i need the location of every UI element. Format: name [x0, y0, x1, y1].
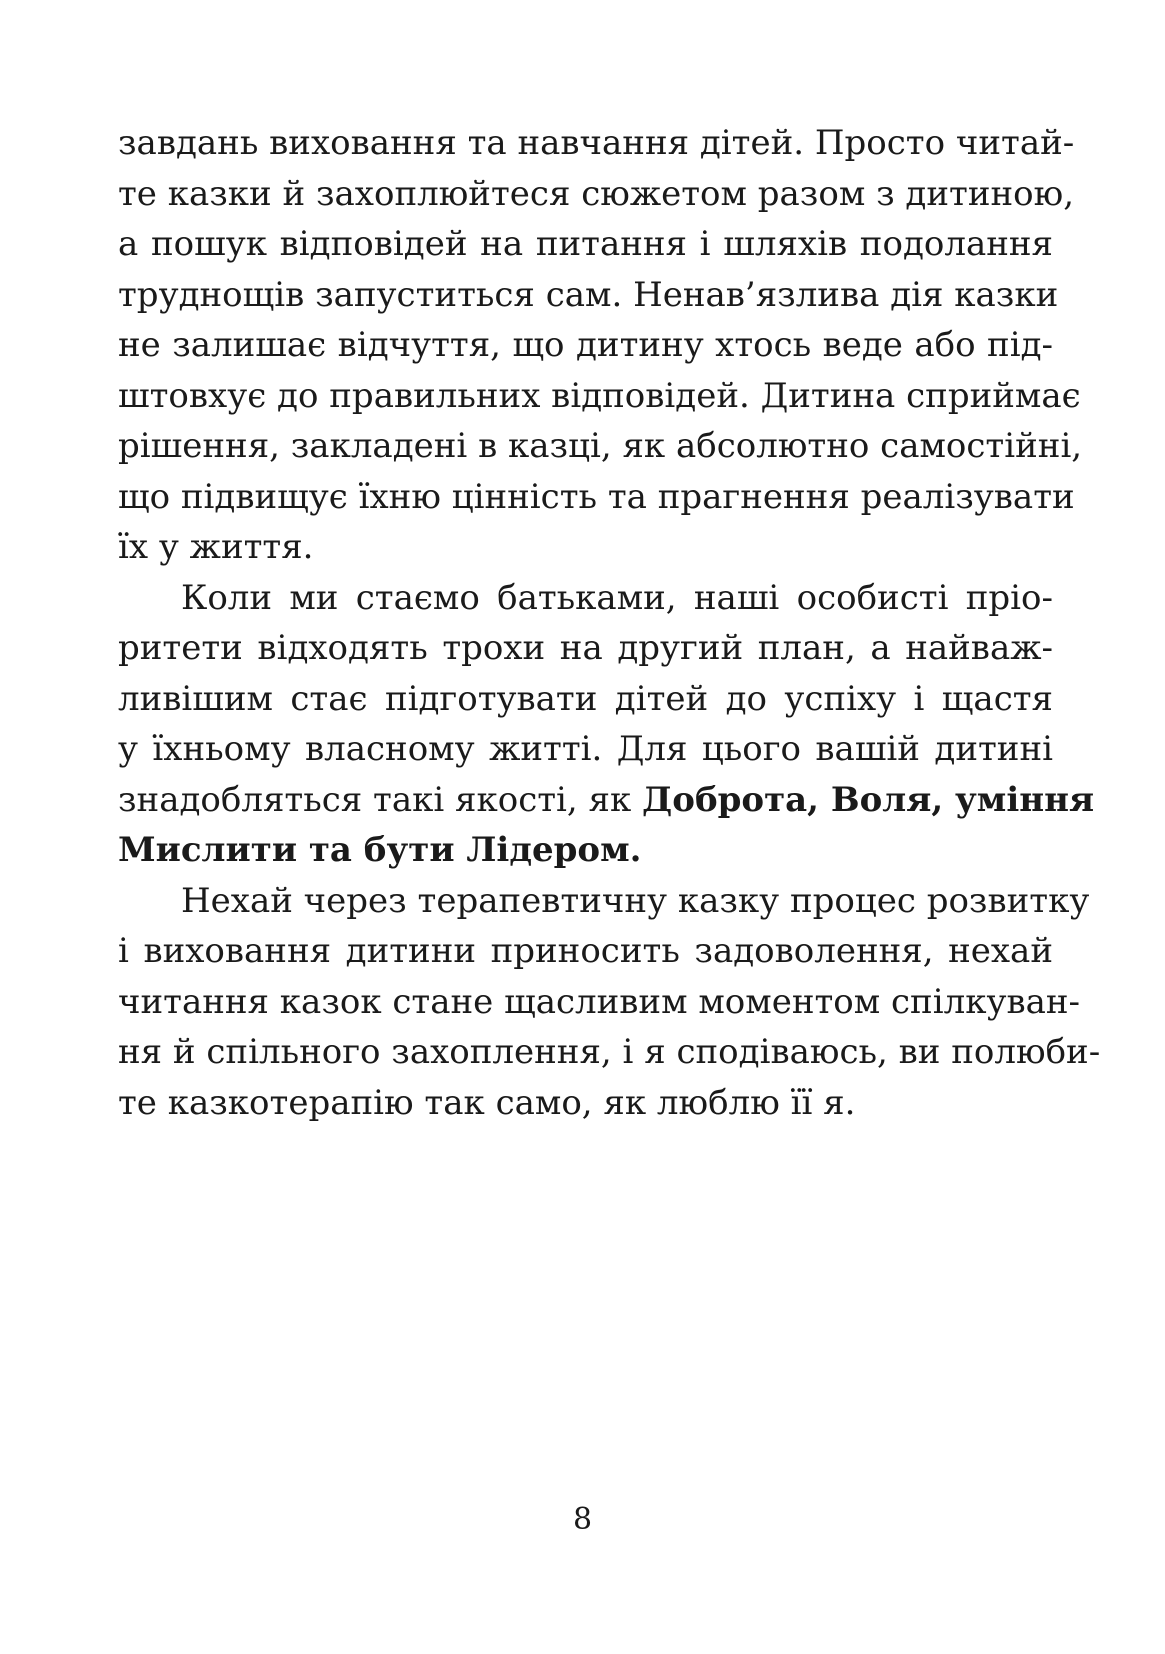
bold-text-line: Мислити та бути Лідером.: [118, 830, 642, 870]
text-line: ня й спільного захоплення, і я сподіваюсь, ви полюби-: [118, 1032, 1101, 1072]
text-line: те казкотерапію так само, як люблю її я.: [118, 1082, 856, 1123]
text-line: а пошук відповідей на питання і шляхів подолання: [118, 224, 1053, 264]
text-line: завдань виховання та навчання дітей. Просто читай-: [118, 123, 1075, 163]
text-line: рішення, закладені в казці, як абсолютно самостійні,: [118, 426, 1083, 466]
text-line: і виховання дитини приносить задоволення, нехай: [118, 931, 1053, 971]
text-line: штовхує до правильних відповідей. Дитина сприймає: [118, 375, 1081, 416]
text-line: Коли ми стаємо батьками, наші особисті пріо-: [181, 577, 1053, 618]
text-line: Нехай через терапевтичну казку процес розвитку: [181, 880, 1090, 921]
text-line: те казки й захоплюйтеся сюжетом разом з дитиною,: [118, 173, 1075, 214]
bold-text-run: Доброта, Воля, уміння: [642, 779, 1095, 820]
body-text: [118, 118, 1101, 1128]
text-line: ливішим стає підготувати дітей до успіху і щастя: [118, 678, 1053, 719]
text-run: знадобляться такі якості, як: [118, 779, 643, 820]
text-line: що підвищує їхню цінність та прагнення реалізувати: [118, 476, 1075, 517]
page-number: 8: [572, 1502, 593, 1537]
text-line-mixed: [118, 775, 1095, 826]
text-line: ритети відходять трохи на другий план, а найваж-: [118, 628, 1053, 668]
text-line: у їхньому власному житті. Для цього вашій дитині: [118, 729, 1053, 769]
text-line: їх у життя.: [118, 527, 314, 567]
text-line: не залишає відчуття, що дитину хтось веде або під-: [118, 325, 1053, 365]
text-line: читання казок стане щасливим моментом спілкуван-: [118, 981, 1081, 1022]
text-line: труднощів запуститься сам. Ненав’язлива дія казки: [118, 274, 1059, 315]
